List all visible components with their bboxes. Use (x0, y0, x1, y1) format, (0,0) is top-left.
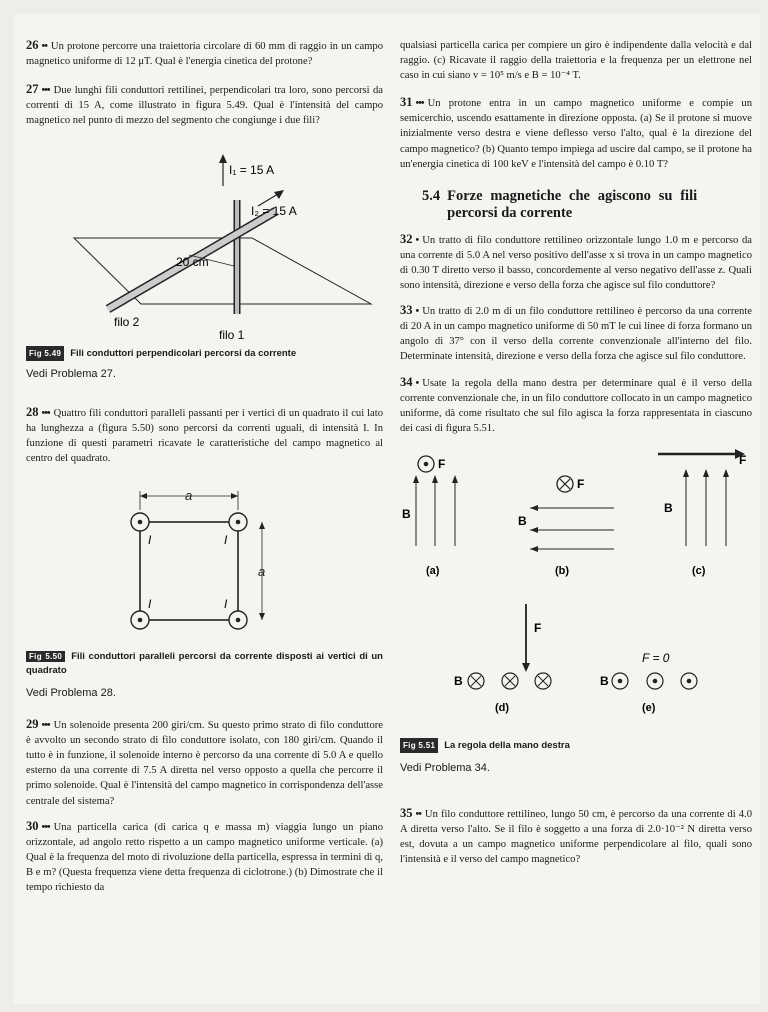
difficulty-dots: • (415, 377, 419, 389)
figure-tag: Fig 5.51 (400, 738, 438, 753)
difficulty-dots: ••• (415, 98, 424, 110)
problem-27 (26, 82, 383, 128)
wire-top-right (229, 513, 247, 531)
problem-number: 29 (26, 717, 39, 732)
problem-text: Un filo conduttore rettilineo, lungo 50 cm, è percorso da una corrente di 4.0 A diretta verso l'alto. Se il filo è soggetto a una forza di 2.0·10⁻² N diretta verso est, dovuta a un campo magnetico uniforme perpendicolare al filo, quali sono l'intensità e il verso del campo magnetico? (400, 808, 752, 866)
problem-text: Un tratto di 2.0 m di un filo conduttore rettilineo è percorso da una corrente di 20 A in un campo magnetico uniforme di 50 mT le cui linee di forza formano un angolo di 37° con il verso della corrente convenzionale all'interno del filo. Determinate intensità, direzione e verso della forza che agisce sul filo conduttore. (400, 306, 752, 363)
difficulty-dots: ••• (41, 85, 50, 97)
section-number: 5.4 (422, 187, 441, 204)
panel-label: (a) (426, 564, 440, 577)
figure-tag: Fig 5.49 (26, 346, 64, 361)
figure-5-49 (26, 142, 383, 342)
panel-label: (e) (642, 701, 656, 714)
label-field: B (454, 673, 463, 688)
label-field: B (664, 500, 673, 515)
panel-label: (b) (555, 564, 570, 577)
label-i: I (148, 532, 152, 547)
label-field: B (600, 673, 609, 688)
label-i2: I₂ = 15 A (251, 204, 297, 219)
problem-29 (26, 717, 383, 809)
problem-31 (400, 95, 752, 171)
problem-text: Un solenoide presenta 200 giri/cm. Su questo primo strato di filo conduttore è avvolto un secondo strato di filo conduttore isolato, con 180 giri/cm. Quando il tutto è in funzione, il solenoide interno è percorso da una corrente di 5.0 A e quello esterno da una corrente di 7.5 A diretta nel verso opposto a quella che percorre il primo solenoide. Qual è l'intensità del campo magnetico in corrispondenza dell'asse centrale del sistema? (26, 720, 383, 807)
problem-35 (400, 806, 752, 867)
problem-28 (26, 405, 383, 466)
figure-caption (26, 650, 383, 678)
problem-26 (26, 38, 383, 69)
problem-text: Una particella carica (di carica q e massa m) viaggia lungo un piano orizzontale, ad angolo retto rispetto a un campo magnetico uniforme verticale. (a) Qual è la frequenza del moto di rivoluzione della particella, espressa in termini di q, B e m? (Questa frequenza viene detta frequenza di ciclotrone.) (b) Dimostrate che il tempo richiesto da (26, 821, 383, 893)
label-distance: 20 cm (176, 255, 209, 270)
label-wire-2: filo 2 (114, 315, 140, 330)
problem-33 (400, 303, 752, 364)
panel-label: (d) (495, 701, 510, 714)
label-field: B (518, 513, 527, 528)
problem-number: 35 (400, 805, 413, 820)
label-a-side: a (258, 563, 266, 579)
see-problem: Vedi Problema 28. (26, 686, 116, 699)
panel-e (600, 651, 697, 714)
label-i: I (224, 596, 228, 611)
problem-number: 33 (400, 303, 413, 318)
difficulty-dots: • (415, 234, 419, 246)
wire-bottom-left (131, 611, 149, 629)
see-problem: Vedi Problema 27. (26, 368, 116, 381)
caption-text: Fili conduttori paralleli percorsi da corrente disposti ai vertici di un quadrato (26, 650, 383, 676)
problem-number: 28 (26, 404, 39, 419)
section-heading (422, 188, 752, 222)
figure-5-51 (400, 446, 752, 726)
difficulty-dots: ••• (41, 407, 50, 419)
wire-top-left (131, 513, 149, 531)
label-i1: I₁ = 15 A (229, 163, 275, 178)
see-problem: Vedi Problema 34. (400, 761, 490, 774)
caption-text: La regola della mano destra (444, 739, 570, 751)
problem-text: Usate la regola della mano destra per determinare qual è il verso della corrente convenzionale che, in un filo conduttore collocato in un campo magnetico uniforme, dà come risultato che sul filo agisca la forza rappresentata in ciascuno dei casi di figura 5.51. (400, 377, 752, 434)
problem-number: 27 (26, 82, 39, 97)
label-force: F (739, 452, 747, 467)
section-title: Forze magnetiche che agiscono su fili percorsi da corrente (447, 187, 698, 221)
problem-number: 31 (400, 95, 413, 110)
problem-text: Un tratto di filo conduttore rettilineo orizzontale lungo 1.0 m e percorso da una corrente di 5.0 A nel verso positivo dell'asse x si trova in un campo magnetico di 0.30 T diretto verso il basso, concordemente al verso negativo dell'asse z. Quali sono intensità, direzione e verso della forza che agisce sul filo conduttore? (400, 234, 752, 292)
label-force-zero: F = 0 (642, 650, 670, 665)
difficulty-dots: ••• (41, 720, 50, 732)
problem-number: 32 (400, 231, 413, 246)
problem-text: Due lunghi fili conduttori rettilinei, perpendicolari tra loro, sono percorsi da correnti di 15 A, come illustrato in figura 5.49. Qual è l'intensità del campo magnetico nel punto di mezzo del segmento che congiunge i due fili? (26, 85, 383, 127)
problem-30-continuation: qualsiasi particella carica per compiere un giro è indipendente dalla velocità e dal raggio. (c) Ricavate il raggio della traiettoria e la frequenza per un elettrone nel caso in cui siano v = 10⁵ m/s e B = 10⁻⁴ T. (400, 40, 752, 82)
figure-5-50 (26, 488, 383, 646)
panel-b (518, 476, 614, 577)
problem-number: 26 (26, 38, 39, 52)
panel-a (402, 456, 458, 577)
plane (74, 238, 371, 304)
figure-caption (26, 346, 383, 361)
difficulty-dots: •• (415, 808, 421, 820)
problem-number: 34 (400, 374, 413, 389)
panel-c (658, 449, 746, 577)
difficulty-dots: ••• (41, 821, 50, 833)
label-force: F (577, 476, 585, 491)
panel-d (454, 604, 551, 714)
figure-caption (400, 738, 752, 753)
panel-label: (c) (692, 564, 706, 577)
right-column (400, 38, 752, 867)
difficulty-dots: • (415, 306, 419, 318)
problem-text: Un protone percorre una traiettoria circolare di 60 mm di raggio in un campo magnetico uniforme di 12 μT. Qual è l'energia cinetica del protone? (26, 41, 383, 68)
label-i: I (148, 596, 152, 611)
problem-34 (400, 375, 752, 436)
label-i: I (224, 532, 228, 547)
problem-text: Un protone entra in un campo magnetico uniforme e compie un semicerchio, uscendo esattamente in direzione opposta. (a) Se il protone si muove inizialmente verso destra e viene deflesso verso l'alto, qual è la direzione del campo magnetico? (b) Quanto tempo impiega ad uscire dal campo, se il protone ha un'energia cinetica di 100 keV e l'intensità del campo è 0.10 T? (400, 98, 752, 170)
problem-32 (400, 232, 752, 293)
label-force: F (534, 620, 542, 635)
label-force: F (438, 456, 446, 471)
label-a-top: a (185, 487, 193, 503)
left-column (26, 38, 383, 895)
problem-text: Quattro fili conduttori paralleli passanti per i vertici di un quadrato il cui lato ha lunghezza a (figura 5.50) sono percorsi da correnti uguali, di intensità I. In funzione di questi parametri ricavate le caratteristiche del campo magnetico al centro del quadrato. (26, 407, 383, 464)
label-field: B (402, 506, 411, 521)
problem-30 (26, 819, 383, 895)
difficulty-dots: •• (41, 41, 47, 52)
label-wire-1: filo 1 (219, 328, 245, 343)
problem-number: 30 (26, 818, 39, 833)
wire-bottom-right (229, 611, 247, 629)
figure-tag: Fig 5.50 (26, 651, 65, 662)
caption-text: Fili conduttori perpendicolari percorsi da corrente (70, 348, 297, 360)
